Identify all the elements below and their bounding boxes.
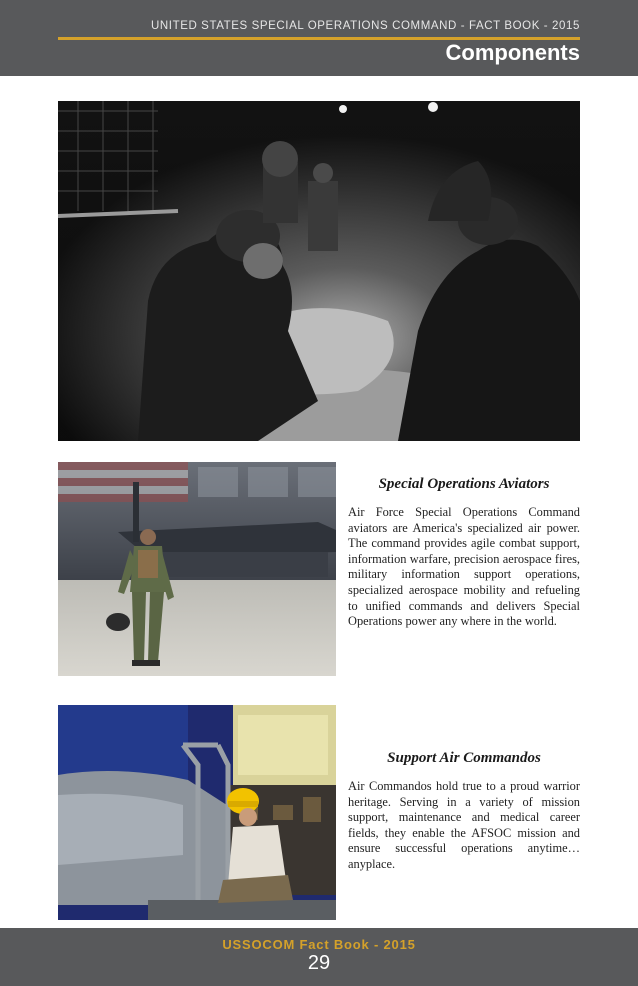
header-subtitle: UNITED STATES SPECIAL OPERATIONS COMMAND - FACT BOOK - 2015 — [150, 20, 580, 32]
photo-medical-team-aircraft — [58, 101, 580, 441]
section-special-operations-aviators — [348, 476, 580, 630]
section-support-air-commandos — [348, 750, 580, 873]
section-title-aviators: Special Operations Aviators — [378, 476, 550, 492]
section-body-support: Air Commandos hold true to a proud warrior heritage. Serving in a variety of mission support, maintenance and medical career fields, they enable the AFSOC mission and ensure successful operations anytime…anyplace. — [348, 779, 580, 871]
section-body-aviators: Air Force Special Operations Command aviators are America's specialized air power. The command provides agile combat support, information warfare, precision aerospace fires, military information support operations, specialized aerospace mobility and refueling to unified commands and delivers Special Operations power any where in the world. — [348, 505, 580, 629]
footer-title: USSOCOM Fact Book - 2015 — [222, 937, 416, 952]
photo-aviator-flightline — [58, 462, 336, 676]
page-footer — [0, 928, 638, 986]
page-header — [0, 0, 638, 76]
section-title-support: Support Air Commandos — [387, 750, 541, 766]
page-number: 29 — [307, 952, 331, 974]
page-title: Components — [445, 40, 580, 65]
photo-maintainer-engine — [58, 705, 336, 920]
